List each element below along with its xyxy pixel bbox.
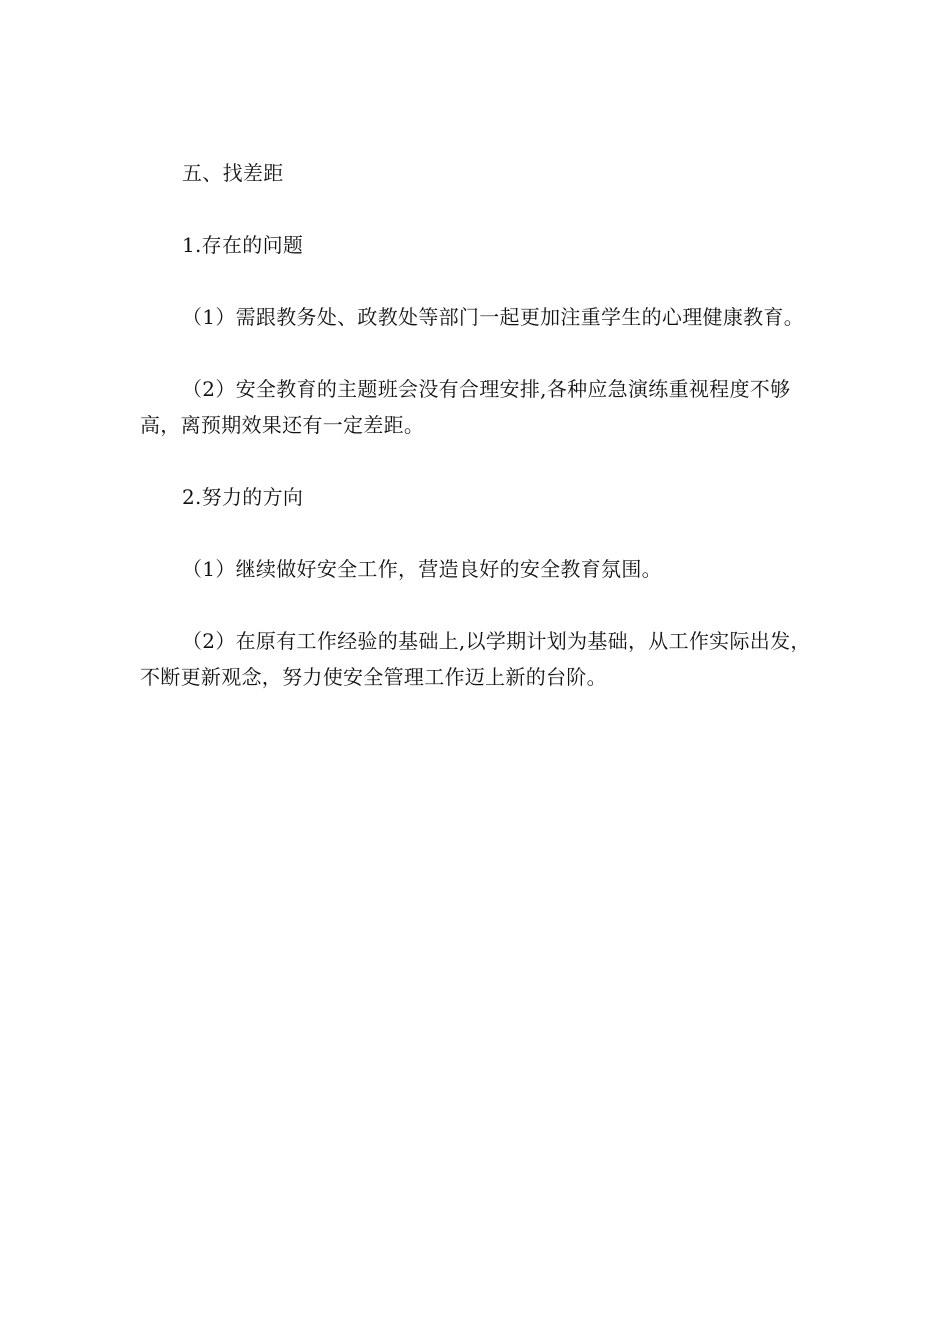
document-body	[140, 155, 812, 731]
subsection-heading-directions: 2.努力的方向	[182, 485, 304, 509]
problem-item-1: （1）需跟教务处、政教处等部门一起更加注重学生的心理健康教育。	[182, 305, 805, 329]
direction-item-1: （1）继续做好安全工作，营造良好的安全教育氛围。	[182, 557, 662, 581]
direction-item-2: （2）在原有工作经验的基础上,以学期计划为基础，从工作实际出发，不断更新观念，努力使安全管理工作迈上新的台阶。	[140, 629, 811, 689]
section-heading: 五、找差距	[182, 161, 284, 185]
subsection-heading-problems: 1.存在的问题	[182, 233, 304, 257]
problem-item-2: （2）安全教育的主题班会没有合理安排,各种应急演练重视程度不够高，离预期效果还有一定差距。	[140, 377, 791, 437]
